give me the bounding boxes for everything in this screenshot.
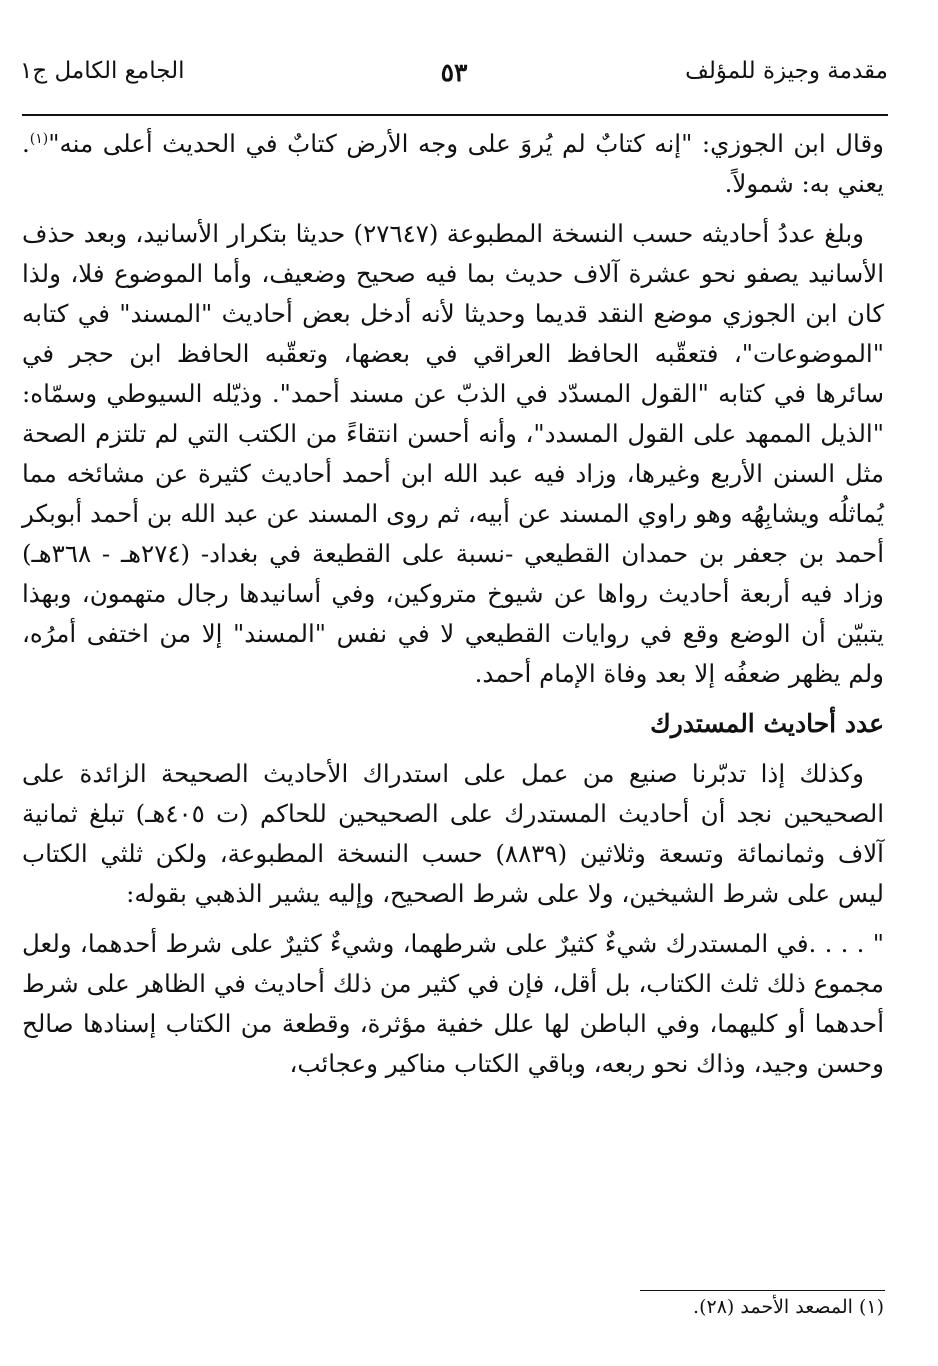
book-title: الجامع الكامل ج١ [20,58,185,84]
header-divider [22,114,888,116]
footnote: (١) المصعد الأحمد (٢٨). [693,1296,884,1318]
page-number: ٥٣ [440,58,468,87]
paragraph-3: وكذلك إذا تدبّرنا صنيع من عمل على استدراك الأحاديث الصحيحة الزائدة على الصحيحين نجد أن أحاديث المستدرك على الصحيحين للحاكم (ت ٤٠٥هـ) تبلغ ثمانية آلاف وثمانمائة وتسعة وثلاثين (٨٨٣٩) حسب النسخة المطبوعة، ولكن ثلثي الكتاب ليس على شرط الشيخين، ولا على شرط الصحيح، وإليه يشير الذهبي بقوله: [22,759,884,908]
section-heading: عدد أحاديث المستدرك [650,709,884,738]
paragraph-1 [22,124,884,204]
quote-paragraph: " . . . .في المستدرك شيءٌ كثيرٌ على شرطهما، وشيءٌ كثيرٌ على شرط أحدهما، ولعل مجموع ذلك ثلث الكتاب، بل أقل، فإن في كثير من ذلك أحاديث في الظاهر على شرط أحدهما أو كليهما، وفي الباطن لها علل خفية مؤثرة، وقطعة من الكتاب إسنادها صالح وحسن وجيد، وذاك نحو ربعه، وباقي الكتاب مناكير وعجائب، [22,929,884,1078]
paragraph-2: وبلغ عددُ أحاديثه حسب النسخة المطبوعة (٢٧٦٤٧) حديثا بتكرار الأسانيد، وبعد حذف الأسانيد يصفو نحو عشرة آلاف حديث بما فيه صحيح وضعيف، وأما الموضوع فلا، ولذا كان ابن الجوزي موضع النقد قديما وحديثا لأنه أدخل بعض أحاديث "المسند" في كتابه "الموضوعات"، فتعقّبه الحافظ العراقي في بعضها، وتعقّبه الحافظ ابن حجر في سائرها في كتابه "القول المسدّد في الذبّ عن مسند أحمد". وذيّله السيوطي وسمّاه: "الذيل الممهد على القول المسدد"، وأنه أحسن انتقاءً من الكتب التي لم تلتزم الصحة مثل السنن الأربع وغيرها، وزاد فيه عبد الله ابن أحمد أحاديث كثيرة عن مشائخه مما يُماثلُه ويشابِهُه وهو راوي المسند عن أبيه، ثم روى المسند عن عبد الله بن أحمد أبوبكر أحمد بن جعفر بن حمدان القطيعي -نسبة على القطيعة في بغداد- (٢٧٤هـ - ٣٦٨هـ) وزاد فيه أربعة أحاديث رواها عن شيوخ متروكين، وفي أسانيدها رجال متهمون، وبهذا يتبيّن أن الوضع وقع في روايات القطيعي لا في نفس "المسند" إلا من اختفى أمرُه، ولم يظهر ضعفُه إلا بعد وفاة الإمام أحمد. [22,219,885,688]
paragraph-1-text: وقال ابن الجوزي: "إنه كتابٌ لم يُروَ على وجه الأرض كتابٌ في الحديث أعلى منه" [48,129,884,158]
footnote-divider [640,1290,885,1291]
page-header [20,58,888,98]
paragraph-1-end: . يعني به: شمولاً. [22,129,884,198]
main-text [22,124,884,1094]
footnote-reference: (١) [29,130,49,147]
chapter-title: مقدمة وجيزة للمؤلف [685,58,888,84]
